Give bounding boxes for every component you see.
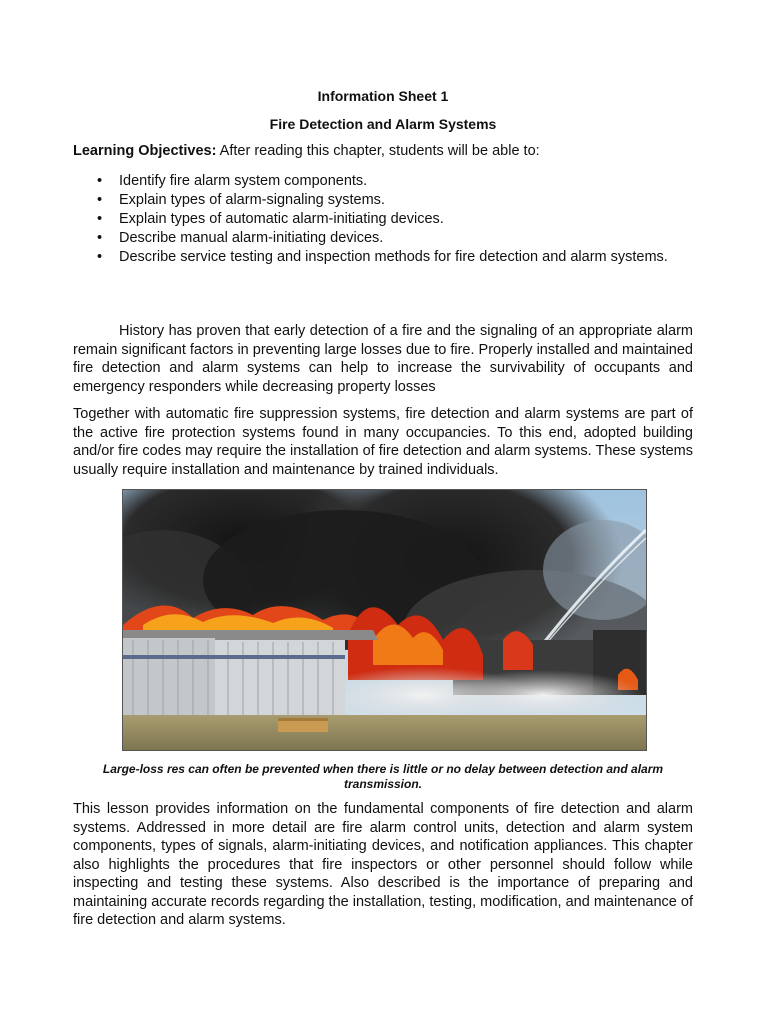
bullet-icon: •	[97, 173, 103, 189]
list-item: • Explain types of automatic alarm-initiating devices.	[97, 211, 444, 227]
bullet-icon: •	[97, 249, 103, 265]
objectives-list	[73, 172, 693, 267]
document-subtitle: Fire Detection and Alarm Systems	[269, 116, 497, 132]
intro-paragraph: History has proven that early detection of a fire and the signaling of an appropriate alarm remain significant factors in preventing large losses due to fire. Properly installed and maintained fire detection and alarm systems can help to increase the survivability of occupants and emergency responders while decreasing property losses	[73, 323, 693, 395]
fire-photo	[122, 489, 647, 751]
document-title: Information Sheet 1	[317, 88, 449, 104]
bullet-icon: •	[97, 192, 103, 208]
objectives-label: Learning Objectives:	[73, 143, 217, 159]
learning-objectives-intro	[73, 143, 540, 159]
figure-caption: Large-loss res can often be prevented when there is little or no delay between detection and alarm transmission.	[102, 762, 664, 791]
lesson-overview-paragraph: This lesson provides information on the fundamental components of fire detection and alarm systems. Addressed in more detail are fire alarm control units, detection and alarm system components, types of signals, alarm-initiating devices, and notification appliances. This chapter also highlights the procedures that fire inspectors or other personnel should follow while inspecting and testing these systems. Also described is the importance of preparing and maintaining accurate records regarding the installation, testing, modification, and maintenance of fire detection and alarm systems.	[73, 801, 693, 928]
list-item: • Describe manual alarm-initiating devices.	[97, 230, 384, 246]
bullet-icon: •	[97, 211, 103, 227]
suppression-paragraph: Together with automatic fire suppression systems, fire detection and alarm systems are part of the active fire protection systems found in many occupancies. To this end, adopted building and/or fire codes may require the installation of fire detection and alarm systems. These systems usually require installation and maintenance by trained individuals.	[73, 406, 693, 478]
list-item: • Describe service testing and inspection methods for fire detection and alarm systems.	[97, 249, 668, 265]
bullet-icon: •	[97, 230, 103, 246]
objectives-intro-text: After reading this chapter, students will be able to:	[216, 143, 540, 159]
list-item: • Identify fire alarm system components.	[97, 173, 368, 189]
list-item: • Explain types of alarm-signaling systems.	[97, 192, 385, 208]
